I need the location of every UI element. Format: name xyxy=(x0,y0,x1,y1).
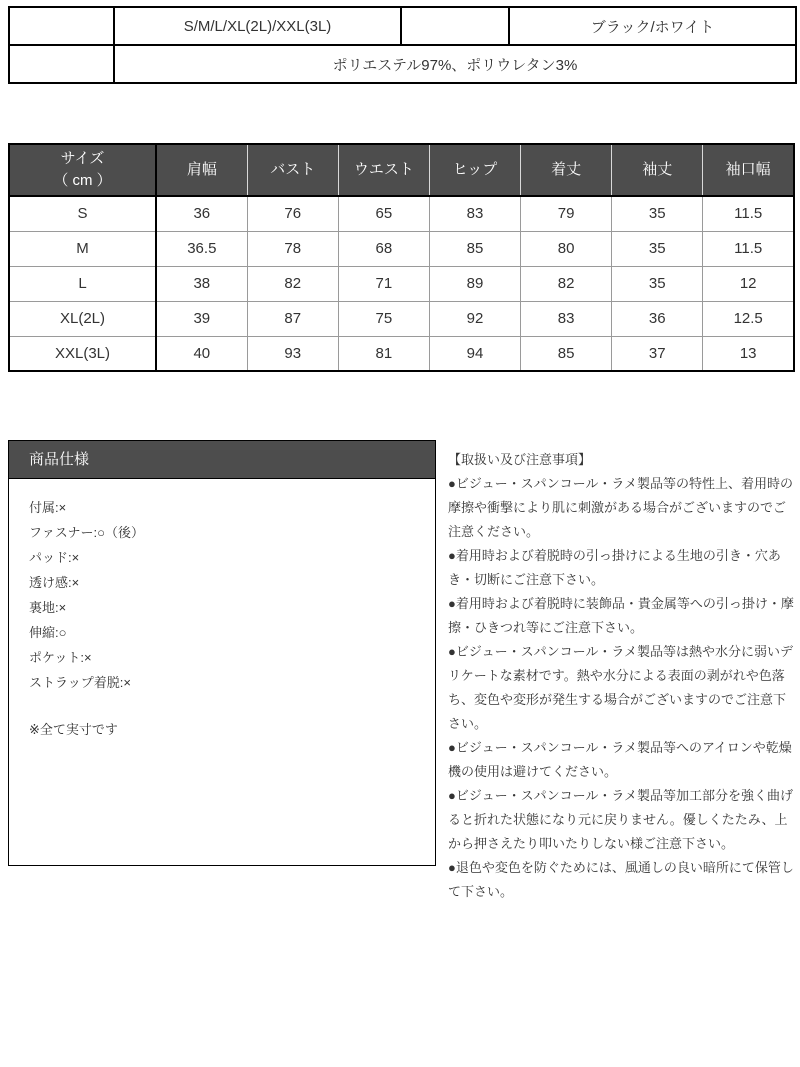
care-note-item: ●退色や変色を防ぐためには、風通しの良い暗所にて保管して下さい。 xyxy=(448,860,794,899)
size-cell: 36 xyxy=(156,196,247,231)
color-value-cell: ブラック/ホワイト xyxy=(509,7,796,45)
color-label-cell: カラー xyxy=(401,7,509,45)
col-header-hip: ヒップ xyxy=(429,144,520,196)
size-cell: 82 xyxy=(521,266,612,301)
size-cell: 38 xyxy=(156,266,247,301)
size-chart-corner-cell xyxy=(9,144,156,196)
spec-item-accessory: 付属:× xyxy=(29,500,67,515)
size-cell: 93 xyxy=(247,336,338,371)
size-cell: 68 xyxy=(338,231,429,266)
spec-note: ※全て実寸です xyxy=(29,722,118,737)
size-cell: 65 xyxy=(338,196,429,231)
corner-line1: サイズ xyxy=(60,149,105,167)
care-note-item: ●ビジュー・スパンコール・ラメ製品等は熱や水分に弱いデリケートな素材です。熱や水分による表面の剥がれや色落ち、変色や変形が発生する場合がございますのでご注意下さい。 xyxy=(448,644,793,731)
size-cell: 94 xyxy=(429,336,520,371)
size-cell: 82 xyxy=(247,266,338,301)
spec-item-pad: パッド:× xyxy=(29,550,80,565)
table-row-s xyxy=(9,196,794,231)
care-note-item: ●ビジュー・スパンコール・ラメ製品等へのアイロンや乾燥機の使用は避けてください。 xyxy=(448,740,792,779)
size-cell: 83 xyxy=(429,196,520,231)
size-cell: 80 xyxy=(521,231,612,266)
size-cell: 87 xyxy=(247,301,338,336)
size-cell: 71 xyxy=(338,266,429,301)
col-header-shoulder: 肩幅 xyxy=(156,144,247,196)
col-header-waist: ウエスト xyxy=(338,144,429,196)
size-cell: 81 xyxy=(338,336,429,371)
size-value-cell: S/M/L/XL(2L)/XXL(3L) xyxy=(114,7,401,45)
size-chart-table xyxy=(8,143,795,372)
spec-item-lining: 裏地:× xyxy=(29,600,67,615)
care-notes xyxy=(448,448,795,904)
info-row-size-color xyxy=(9,7,796,45)
size-cell: 92 xyxy=(429,301,520,336)
care-note-item: ●ビジュー・スパンコール・ラメ製品等の特性上、着用時の摩擦や衝撃により肌に刺激がある場合がございますのでご注意ください。 xyxy=(448,476,793,539)
size-row-label: L xyxy=(9,266,156,301)
col-header-sleeve: 袖丈 xyxy=(612,144,703,196)
spec-box-title: 商品仕様 xyxy=(9,441,435,479)
spec-item-strap: ストラップ着脱:× xyxy=(29,675,131,690)
size-cell: 40 xyxy=(156,336,247,371)
size-cell: 35 xyxy=(612,231,703,266)
size-cell: 83 xyxy=(521,301,612,336)
spec-box xyxy=(8,440,436,866)
spec-item-stretch: 伸縮:○ xyxy=(29,625,67,640)
size-cell: 79 xyxy=(521,196,612,231)
spec-item-sheerness: 透け感:× xyxy=(29,575,80,590)
material-value-cell: ポリエステル97%、ポリウレタン3% xyxy=(114,45,796,83)
size-cell: 75 xyxy=(338,301,429,336)
size-cell: 37 xyxy=(612,336,703,371)
size-cell: 85 xyxy=(521,336,612,371)
size-cell: 85 xyxy=(429,231,520,266)
size-row-label: XXL(3L) xyxy=(9,336,156,371)
size-cell: 39 xyxy=(156,301,247,336)
spec-item-fastener: ファスナー:○（後） xyxy=(29,525,144,540)
size-cell: 12 xyxy=(703,266,794,301)
col-header-cuff: 袖口幅 xyxy=(703,144,794,196)
info-row-material xyxy=(9,45,796,83)
table-row-xl xyxy=(9,301,794,336)
size-cell: 89 xyxy=(429,266,520,301)
size-cell: 35 xyxy=(612,266,703,301)
table-row-l xyxy=(9,266,794,301)
size-cell: 36.5 xyxy=(156,231,247,266)
info-table xyxy=(8,6,797,84)
size-cell: 11.5 xyxy=(703,231,794,266)
size-cell: 36 xyxy=(612,301,703,336)
size-row-label: XL(2L) xyxy=(9,301,156,336)
corner-line2: （ cm ） xyxy=(53,172,112,189)
care-note-item: ●着用時および着脱時の引っ掛けによる生地の引き・穴あき・切断にご注意下さい。 xyxy=(448,548,781,587)
size-row-label: M xyxy=(9,231,156,266)
size-chart-header-row xyxy=(9,144,794,196)
care-notes-title: 【取扱い及び注意事項】 xyxy=(448,452,592,467)
size-cell: 12.5 xyxy=(703,301,794,336)
table-row-xxl xyxy=(9,336,794,371)
material-label-cell: 素材 xyxy=(9,45,114,83)
table-row-m xyxy=(9,231,794,266)
size-cell: 78 xyxy=(247,231,338,266)
spec-item-pocket: ポケット:× xyxy=(29,650,92,665)
col-header-length: 着丈 xyxy=(521,144,612,196)
spec-box-body xyxy=(9,479,435,758)
size-cell: 35 xyxy=(612,196,703,231)
size-label-cell: サイズ xyxy=(9,7,114,45)
size-cell: 76 xyxy=(247,196,338,231)
size-cell: 13 xyxy=(703,336,794,371)
size-cell: 11.5 xyxy=(703,196,794,231)
care-note-item: ●着用時および着脱時に装飾品・貴金属等への引っ掛け・摩擦・ひきつれ等にご注意下さい。 xyxy=(448,596,794,635)
size-row-label: S xyxy=(9,196,156,231)
care-note-item: ●ビジュー・スパンコール・ラメ製品等加工部分を強く曲げると折れた状態になり元に戻りません。優しくたたみ、上から押さえたり叩いたりしない様ご注意下さい。 xyxy=(448,788,793,851)
col-header-bust: バスト xyxy=(247,144,338,196)
